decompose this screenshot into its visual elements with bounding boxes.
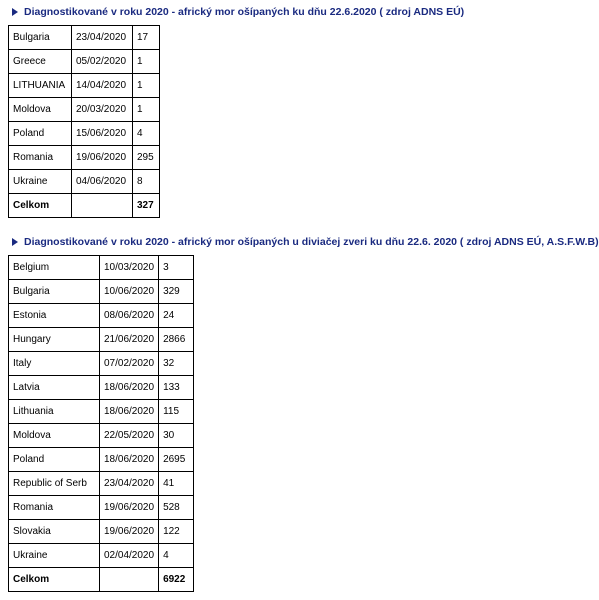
count-cell: 30 xyxy=(159,424,194,448)
table-row xyxy=(9,170,160,194)
count-cell: 295 xyxy=(133,146,160,170)
date-cell: 04/06/2020 xyxy=(72,170,133,194)
total-row xyxy=(9,568,194,592)
country-cell: Ukraine xyxy=(9,544,100,568)
country-cell: Moldova xyxy=(9,424,100,448)
table-row xyxy=(9,74,160,98)
country-cell: Poland xyxy=(9,122,72,146)
date-cell: 23/04/2020 xyxy=(72,26,133,50)
date-cell: 14/04/2020 xyxy=(72,74,133,98)
country-cell: Lithuania xyxy=(9,400,100,424)
count-cell: 41 xyxy=(159,472,194,496)
country-cell: Italy xyxy=(9,352,100,376)
country-cell: Estonia xyxy=(9,304,100,328)
date-cell: 19/06/2020 xyxy=(100,496,159,520)
section-title-wild-boar xyxy=(12,236,599,248)
date-cell: 19/06/2020 xyxy=(100,520,159,544)
table-row xyxy=(9,328,194,352)
total-label: Celkom xyxy=(9,568,100,592)
country-cell: Poland xyxy=(9,448,100,472)
table-row xyxy=(9,376,194,400)
count-cell: 122 xyxy=(159,520,194,544)
table-row xyxy=(9,472,194,496)
country-cell: Moldova xyxy=(9,98,72,122)
count-cell: 528 xyxy=(159,496,194,520)
table-row xyxy=(9,304,194,328)
table-row xyxy=(9,256,194,280)
date-cell: 08/06/2020 xyxy=(100,304,159,328)
table-row xyxy=(9,496,194,520)
country-cell: Ukraine xyxy=(9,170,72,194)
count-cell: 32 xyxy=(159,352,194,376)
country-cell: Belgium xyxy=(9,256,100,280)
wild-boar-table xyxy=(8,255,194,592)
count-cell: 4 xyxy=(133,122,160,146)
country-cell: Slovakia xyxy=(9,520,100,544)
count-cell: 24 xyxy=(159,304,194,328)
country-cell: Romania xyxy=(9,146,72,170)
country-cell: Republic of Serb xyxy=(9,472,100,496)
triangle-right-icon xyxy=(12,8,18,16)
count-cell: 115 xyxy=(159,400,194,424)
table-row xyxy=(9,146,160,170)
table-row xyxy=(9,352,194,376)
country-cell: Hungary xyxy=(9,328,100,352)
table-row xyxy=(9,98,160,122)
count-cell: 329 xyxy=(159,280,194,304)
section-title-domestic-pigs xyxy=(12,6,464,18)
table-row xyxy=(9,50,160,74)
date-cell: 18/06/2020 xyxy=(100,448,159,472)
total-count: 6922 xyxy=(159,568,194,592)
table-row xyxy=(9,280,194,304)
count-cell: 4 xyxy=(159,544,194,568)
date-cell: 18/06/2020 xyxy=(100,376,159,400)
triangle-right-icon xyxy=(12,238,18,246)
count-cell: 17 xyxy=(133,26,160,50)
count-cell: 1 xyxy=(133,98,160,122)
count-cell: 1 xyxy=(133,74,160,98)
date-cell: 18/06/2020 xyxy=(100,400,159,424)
date-cell: 21/06/2020 xyxy=(100,328,159,352)
table-row xyxy=(9,122,160,146)
date-cell: 15/06/2020 xyxy=(72,122,133,146)
country-cell: Bulgaria xyxy=(9,26,72,50)
table-row xyxy=(9,26,160,50)
table-row xyxy=(9,520,194,544)
date-cell: 07/02/2020 xyxy=(100,352,159,376)
count-cell: 2866 xyxy=(159,328,194,352)
country-cell: Romania xyxy=(9,496,100,520)
count-cell: 3 xyxy=(159,256,194,280)
count-cell: 1 xyxy=(133,50,160,74)
total-row xyxy=(9,194,160,218)
total-date-cell xyxy=(72,194,133,218)
table-row xyxy=(9,424,194,448)
count-cell: 2695 xyxy=(159,448,194,472)
date-cell: 23/04/2020 xyxy=(100,472,159,496)
count-cell: 133 xyxy=(159,376,194,400)
country-cell: Bulgaria xyxy=(9,280,100,304)
date-cell: 10/06/2020 xyxy=(100,280,159,304)
date-cell: 05/02/2020 xyxy=(72,50,133,74)
date-cell: 22/05/2020 xyxy=(100,424,159,448)
country-cell: Latvia xyxy=(9,376,100,400)
total-count: 327 xyxy=(133,194,160,218)
domestic-pigs-table xyxy=(8,25,160,218)
table-row xyxy=(9,544,194,568)
date-cell: 10/03/2020 xyxy=(100,256,159,280)
section-title-text: Diagnostikované v roku 2020 - africký mor ošípaných ku dňu 22.6.2020 ( zdroj ADNS EÚ) xyxy=(24,6,465,18)
country-cell: Greece xyxy=(9,50,72,74)
total-label: Celkom xyxy=(9,194,72,218)
date-cell: 02/04/2020 xyxy=(100,544,159,568)
table-row xyxy=(9,400,194,424)
total-date-cell xyxy=(100,568,159,592)
date-cell: 20/03/2020 xyxy=(72,98,133,122)
count-cell: 8 xyxy=(133,170,160,194)
date-cell: 19/06/2020 xyxy=(72,146,133,170)
country-cell: LITHUANIA xyxy=(9,74,72,98)
section-title-text: Diagnostikované v roku 2020 - africký mor ošípaných u diviačej zveri ku dňu 22.6. 2020 ( zdroj ADNS EÚ, A.S.F.W.B) xyxy=(24,236,599,248)
table-row xyxy=(9,448,194,472)
